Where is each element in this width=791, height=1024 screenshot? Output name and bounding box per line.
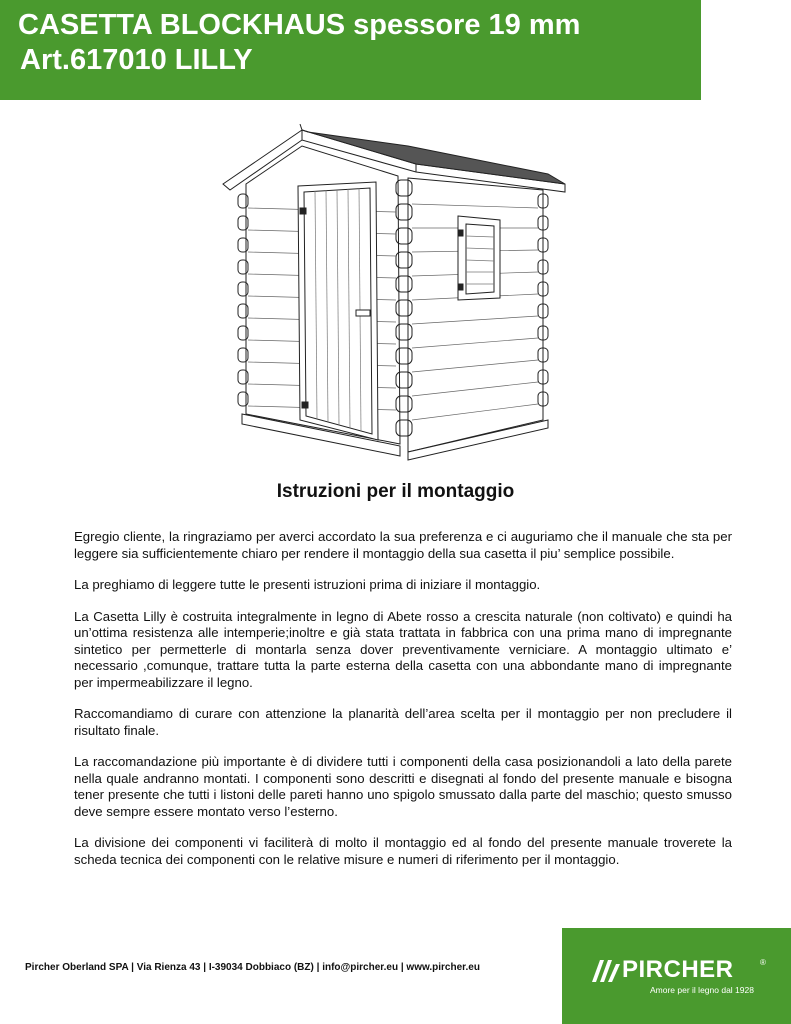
- document-title-line-1: CASETTA BLOCKHAUS spessore 19 mm: [18, 9, 581, 41]
- cabin-illustration-icon: [218, 124, 570, 464]
- paragraph-greeting: Egregio cliente, la ringraziamo per averci accordato la sua preferenza e ci auguriamo che il manuale che sta per leggere sia sufficientemente chiaro per rendere il montaggio della sua casetta il piu’ semplice possibile.: [74, 529, 732, 561]
- logo-tagline: Amore per il legno dal 1928: [650, 985, 754, 995]
- pircher-logo: [562, 928, 791, 1024]
- paragraph-read-instructions: La preghiamo di leggere tutte le presenti istruzioni prima di iniziare il montaggio.: [74, 577, 541, 592]
- header-banner: [0, 0, 701, 100]
- logo-registered-mark: ®: [760, 958, 766, 967]
- logo-name: PIRCHER: [622, 956, 734, 983]
- pircher-logo-icon: [592, 960, 620, 982]
- paragraph-materials: La Casetta Lilly è costruita integralmente in legno di Abete rosso a crescita naturale (non coltivato) e quindi ha un’ottima resistenza alle intemperie;inoltre e già stata trattata in fabbrica con una prima mano di impregnante sintetico per permetterle di montarla senza dover preventivamente verniciare. A montaggio ultimato e’ necessario ,comunque, trattare tutta la parte esterna della casetta con una abbondante mano di impregnante per impermeabilizzare il legno.: [74, 608, 732, 690]
- footer-contact: Pircher Oberland SPA | Via Rienza 43 | I-39034 Dobbiaco (BZ) | info@pircher.eu | www.pircher.eu: [25, 962, 480, 973]
- body-text: [74, 529, 732, 883]
- document-title-line-2: Art.617010 LILLY: [20, 44, 253, 76]
- section-title: Istruzioni per il montaggio: [276, 481, 515, 502]
- paragraph-planarity: Raccomandiamo di curare con attenzione la planarità dell’area scelta per il montaggio per non precludere il risultato finale.: [74, 706, 732, 738]
- paragraph-components: La raccomandazione più importante è di dividere tutti i componenti della casa posizionandoli a lato della parete nella quale andranno montati. I componenti sono descritti e disegnati al fondo del presente manuale e bisogna tener presente che tutti i listoni delle pareti hanno uno spigolo smussato dalla parte del maschio; questo smusso deve sempre essere montato verso l’esterno.: [74, 754, 732, 819]
- paragraph-technical-sheet: La divisione dei componenti vi faciliterà di molto il montaggio ed al fondo del presente manuale troverete la scheda tecnica dei componenti con le relative misure e numeri di riferimento per il montaggio.: [74, 835, 732, 867]
